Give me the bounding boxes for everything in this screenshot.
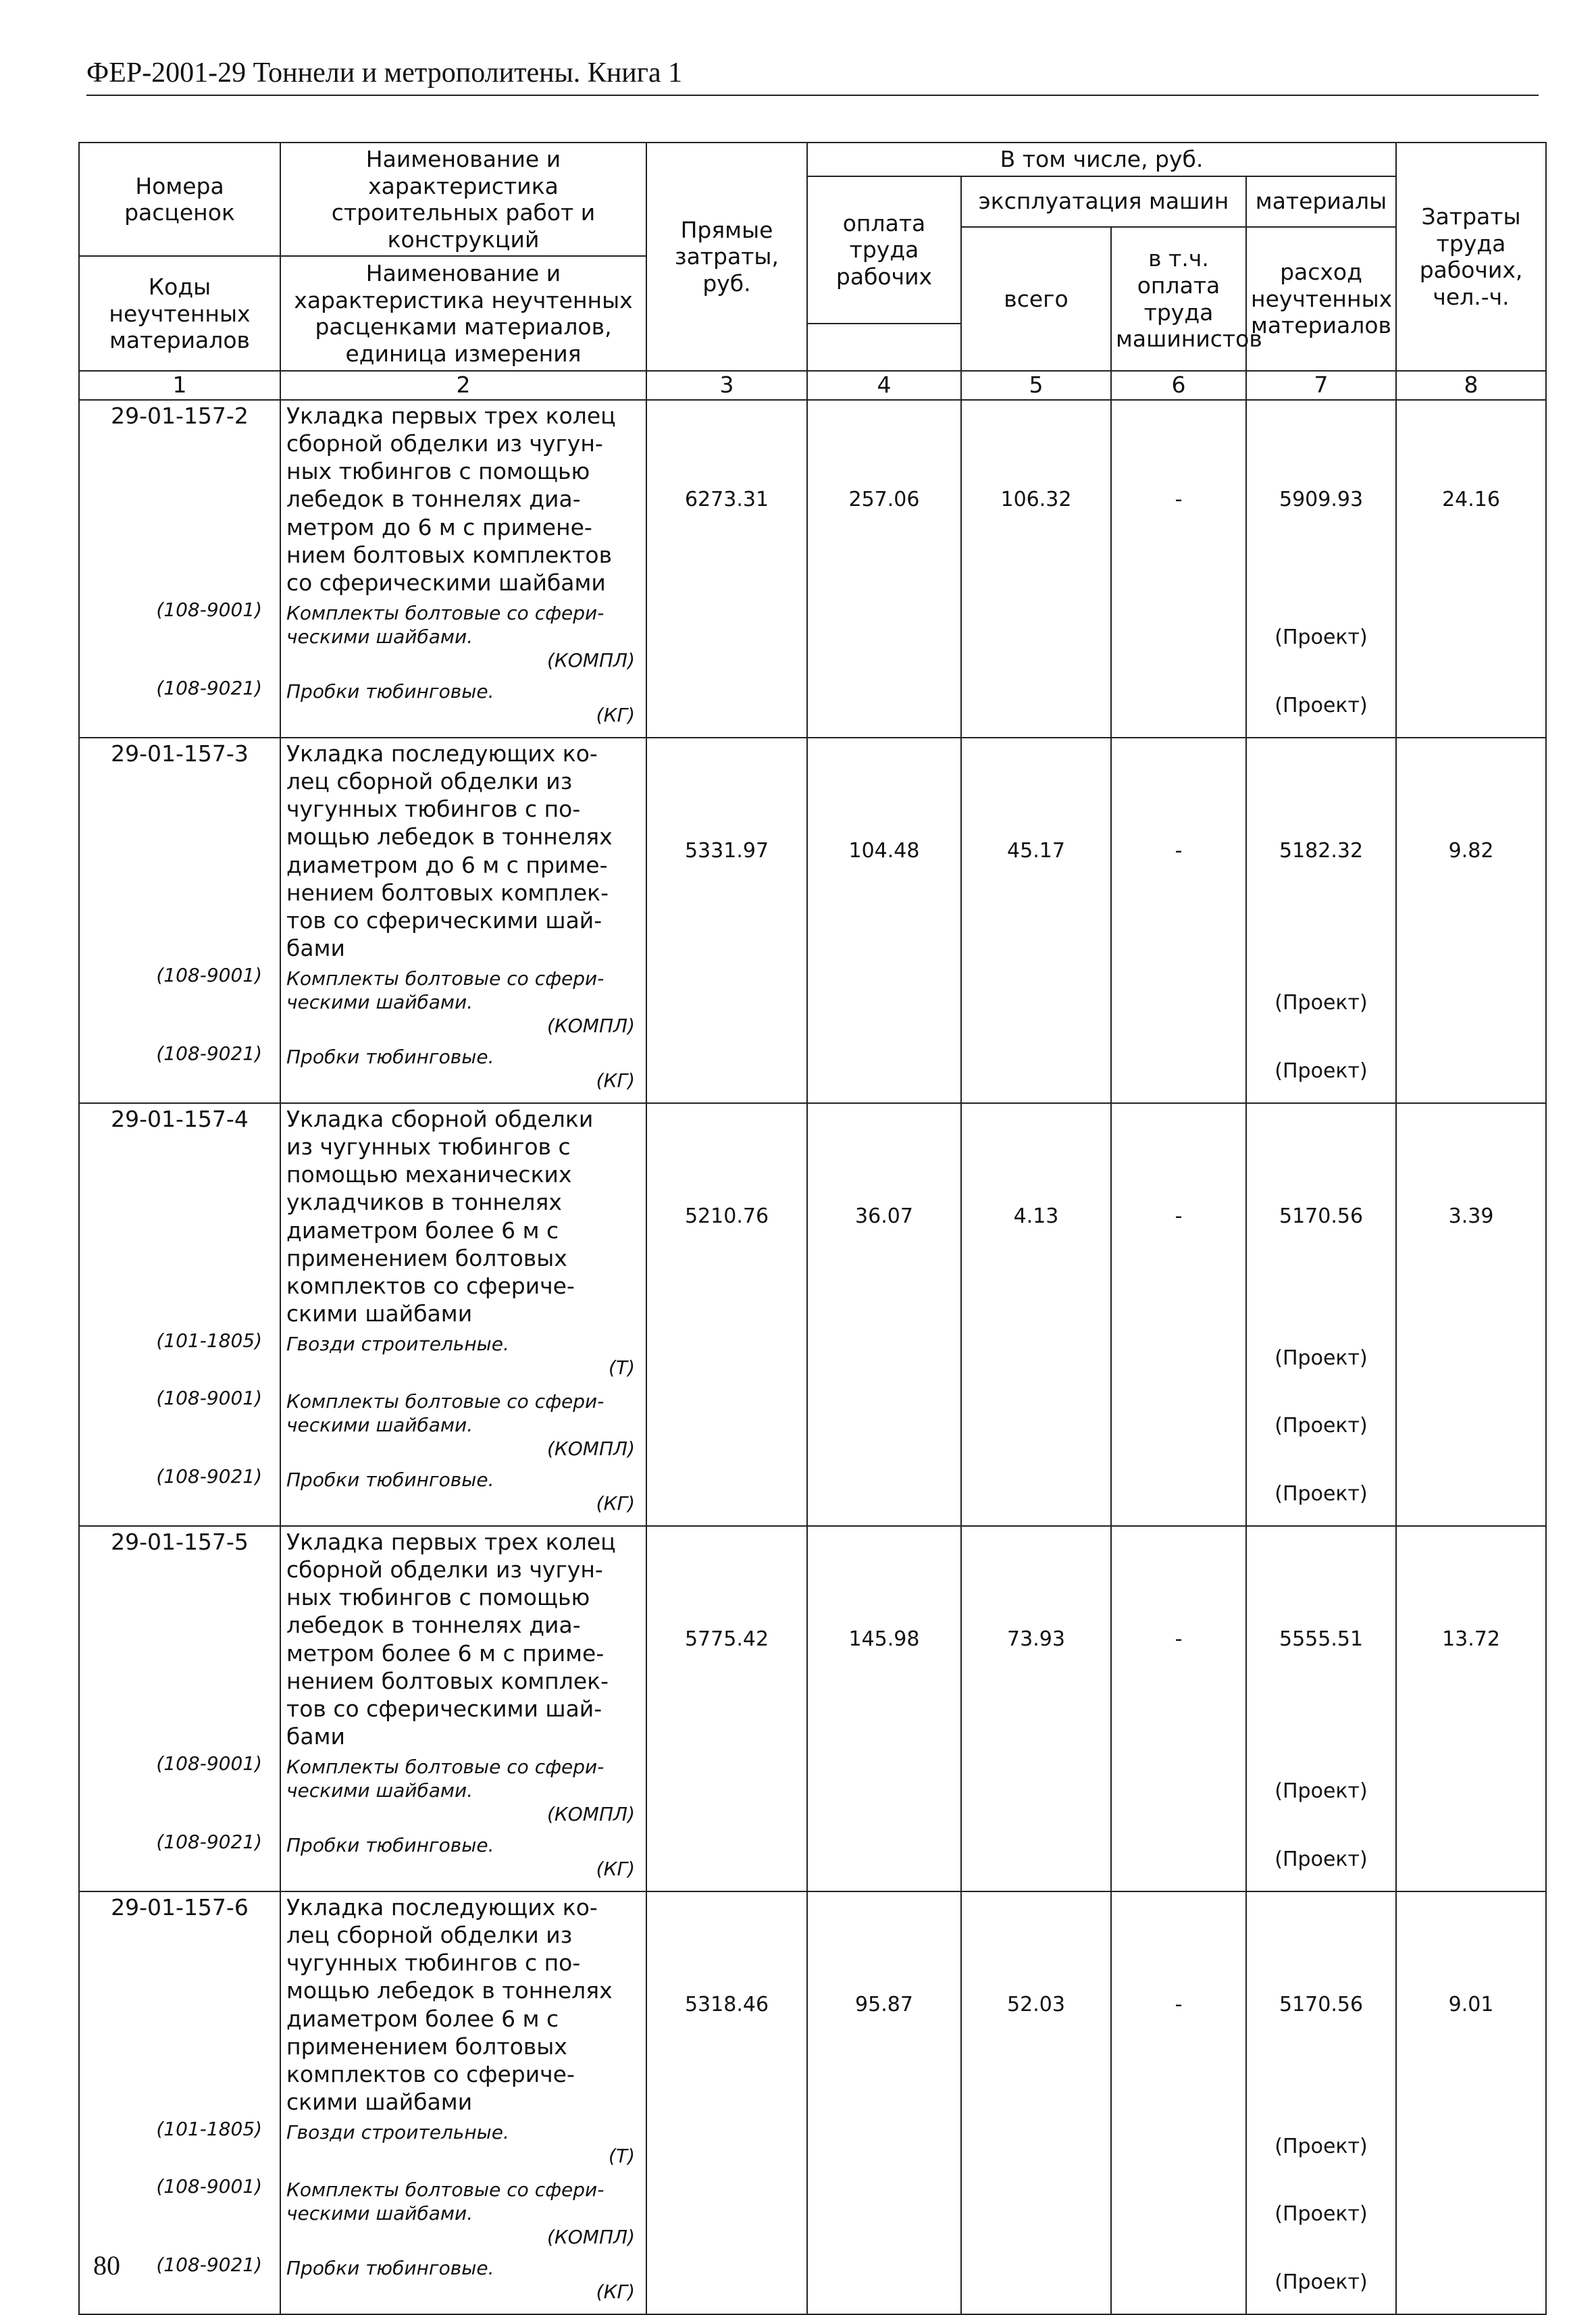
machine-wages-value-cell bbox=[1111, 738, 1246, 1103]
direct-costs-value-cell bbox=[646, 1526, 807, 1891]
material-value: (Проект) bbox=[1275, 2270, 1368, 2294]
material-code: (108-9021) bbox=[156, 1042, 262, 1065]
machines-total-value-box bbox=[962, 401, 1110, 599]
material-code: (108-9001) bbox=[156, 963, 262, 986]
material-code: (101-1805) bbox=[156, 2117, 262, 2140]
header-materials: материалы bbox=[1246, 176, 1396, 227]
material-value: (Проект) bbox=[1275, 2134, 1368, 2158]
material-code-slot bbox=[80, 964, 280, 1042]
rate-code-slot bbox=[80, 1892, 280, 2118]
materials-value: 5170.56 bbox=[1279, 1204, 1364, 1229]
rate-description: Укладка последующих ко- лец сборной обделки из чугунных тюбингов с по- мощью лебедок в тоннелях диаметром до 6 м с приме- нением болтовых комплек- тов со сферическими шай- бами bbox=[286, 740, 613, 962]
materials-value-box bbox=[1247, 1527, 1395, 1888]
material-slot bbox=[281, 680, 646, 737]
direct-costs-value-cell bbox=[646, 1891, 807, 2314]
material-unit: (КОМПЛ) bbox=[546, 2225, 635, 2248]
material-code-slot bbox=[80, 1042, 280, 1100]
direct-costs-value-cell bbox=[646, 738, 807, 1103]
rate-description: Укладка последующих ко- лец сборной обделки из чугунных тюбингов с по- мощью лебедок в тоннелях диаметром более 6 м с применением болтовых комплектов со сфериче- скими шайбами bbox=[286, 1893, 613, 2116]
rate-code-box bbox=[80, 1527, 280, 1888]
column-number: 3 bbox=[646, 371, 807, 399]
direct-costs-value-box bbox=[647, 1104, 806, 1329]
material-code-slot bbox=[80, 599, 280, 677]
material-code-slot bbox=[80, 1465, 280, 1523]
labor-value-cell bbox=[1396, 1103, 1546, 1526]
labor-value: 9.01 bbox=[1448, 1993, 1494, 2017]
machine-wages-value: - bbox=[1175, 839, 1183, 863]
rate-code-slot bbox=[80, 1527, 280, 1752]
materials-value-box bbox=[1247, 738, 1395, 1100]
rate-code: 29-01-157-5 bbox=[111, 1528, 249, 1555]
material-code: (108-9021) bbox=[156, 1830, 262, 1853]
column-number: 2 bbox=[280, 371, 646, 399]
wages-value: 145.98 bbox=[848, 1627, 920, 1652]
header-work-name: Наименование и характеристика строительных работ и конструкций bbox=[280, 143, 646, 256]
machine-wages-value: - bbox=[1175, 1204, 1183, 1229]
materials-value-slot bbox=[1247, 401, 1395, 599]
machine-wages-value: - bbox=[1175, 1627, 1183, 1652]
direct-costs-value-slot bbox=[647, 1892, 806, 2118]
material-code-slot bbox=[80, 1329, 280, 1387]
machines-total-value: 4.13 bbox=[1013, 1204, 1059, 1229]
rate-row bbox=[79, 400, 1546, 738]
material-value: (Проект) bbox=[1275, 2202, 1368, 2227]
machines-total-value-box bbox=[962, 738, 1110, 964]
material-name: Комплекты болтовые со сфери- ческими шайбами. bbox=[286, 1390, 604, 1436]
material-slot bbox=[281, 2120, 646, 2178]
material-code-slot bbox=[80, 2175, 280, 2254]
material-value-slot bbox=[1247, 1752, 1395, 1831]
material-unit: (Т) bbox=[609, 1356, 635, 1379]
material-unit: (КГ) bbox=[596, 2280, 635, 2303]
material-slot bbox=[281, 601, 646, 680]
material-slot bbox=[281, 967, 646, 1045]
labor-value-cell bbox=[1396, 738, 1546, 1103]
labor-value-box bbox=[1397, 401, 1545, 599]
machine-wages-value-cell bbox=[1111, 400, 1246, 738]
direct-costs-value-cell bbox=[646, 400, 807, 738]
material-name: Комплекты болтовые со сфери- ческими шайбами. bbox=[286, 2178, 604, 2224]
wages-value-box bbox=[808, 401, 960, 599]
rate-description-cell bbox=[280, 1891, 646, 2314]
machine-wages-value: - bbox=[1175, 487, 1183, 511]
material-value-slot bbox=[1247, 1042, 1395, 1100]
material-unit: (КОМПЛ) bbox=[546, 1802, 635, 1825]
rate-code-box bbox=[80, 401, 280, 734]
rates-table bbox=[78, 142, 1547, 2315]
material-unit: (КОМПЛ) bbox=[546, 648, 635, 671]
material-value: (Проект) bbox=[1275, 1481, 1368, 1506]
header-rule bbox=[86, 95, 1539, 96]
material-value-slot bbox=[1247, 2118, 1395, 2175]
material-code-slot bbox=[80, 1387, 280, 1465]
materials-value-box bbox=[1247, 401, 1395, 734]
column-number: 8 bbox=[1396, 371, 1546, 399]
rate-code-slot bbox=[80, 1104, 280, 1329]
labor-value-box bbox=[1397, 1527, 1545, 1752]
material-value-slot bbox=[1247, 599, 1395, 677]
rate-description: Укладка первых трех колец сборной обделки из чугун- ных тюбингов с помощью лебедок в тоннелях диа- метром более 6 м с приме- нением болтовых комплек- тов со сферическими шай- бами bbox=[286, 1528, 616, 1750]
material-value: (Проект) bbox=[1275, 991, 1368, 1015]
materials-value: 5170.56 bbox=[1279, 1993, 1364, 2017]
material-name: Пробки тюбинговые. bbox=[286, 680, 494, 703]
materials-value-cell bbox=[1246, 1526, 1396, 1891]
machine-wages-value-cell bbox=[1111, 1103, 1246, 1526]
rate-code-box bbox=[80, 738, 280, 1100]
header-labor: Затраты труда рабочих, чел.-ч. bbox=[1396, 143, 1546, 371]
materials-value-slot bbox=[1247, 1527, 1395, 1752]
rate-description-box bbox=[281, 1104, 646, 1525]
material-value-slot bbox=[1247, 1831, 1395, 1888]
rate-code: 29-01-157-6 bbox=[111, 1893, 249, 1920]
machine-wages-value-box bbox=[1112, 1892, 1245, 2118]
machine-wages-value-cell bbox=[1111, 1526, 1246, 1891]
materials-value-box bbox=[1247, 1892, 1395, 2311]
material-code-slot bbox=[80, 2118, 280, 2175]
machines-total-value-box bbox=[962, 1527, 1110, 1752]
machine-wages-value-cell bbox=[1111, 1891, 1246, 2314]
material-code: (108-9001) bbox=[156, 1386, 262, 1409]
machines-total-value-cell bbox=[961, 1891, 1111, 2314]
rate-row bbox=[79, 1526, 1546, 1891]
material-code: (101-1805) bbox=[156, 1329, 262, 1352]
rate-row bbox=[79, 1103, 1546, 1526]
material-code: (108-9001) bbox=[156, 598, 262, 621]
material-value-slot bbox=[1247, 677, 1395, 734]
material-name: Пробки тюбинговые. bbox=[286, 1833, 494, 1856]
rate-code: 29-01-157-2 bbox=[111, 402, 249, 429]
material-slot bbox=[281, 1332, 646, 1390]
wages-value-cell bbox=[807, 1891, 961, 2314]
labor-value: 9.82 bbox=[1448, 839, 1494, 863]
machines-total-value-slot bbox=[962, 401, 1110, 599]
wages-value: 104.48 bbox=[848, 839, 920, 863]
material-code: (108-9021) bbox=[156, 1465, 262, 1487]
labor-value-slot bbox=[1397, 1104, 1545, 1329]
labor-value-box bbox=[1397, 738, 1545, 964]
rate-code-cell bbox=[79, 738, 280, 1103]
labor-value-cell bbox=[1396, 1526, 1546, 1891]
machine-wages-value-slot bbox=[1112, 738, 1245, 964]
material-value-slot bbox=[1247, 964, 1395, 1042]
wages-value-box bbox=[808, 1527, 960, 1752]
wages-value-cell bbox=[807, 1103, 961, 1526]
machine-wages-value-slot bbox=[1112, 1104, 1245, 1329]
materials-value-slot bbox=[1247, 1104, 1395, 1329]
materials-value-slot bbox=[1247, 1892, 1395, 2118]
material-name: Комплекты болтовые со сфери- ческими шайбами. bbox=[286, 967, 604, 1013]
direct-costs-value-box bbox=[647, 1892, 806, 2118]
direct-costs-value-slot bbox=[647, 738, 806, 964]
rate-code-cell bbox=[79, 1103, 280, 1526]
labor-value: 24.16 bbox=[1442, 487, 1500, 511]
material-value-slot bbox=[1247, 2175, 1395, 2254]
header-direct-costs: Прямые затраты, руб. bbox=[646, 143, 807, 371]
machines-total-value-box bbox=[962, 1892, 1110, 2118]
machines-total-value-cell bbox=[961, 400, 1111, 738]
rate-code-cell bbox=[79, 1526, 280, 1891]
machines-total-value-slot bbox=[962, 738, 1110, 964]
material-value: (Проект) bbox=[1275, 693, 1368, 717]
direct-costs-value-slot bbox=[647, 1527, 806, 1752]
header-including: В том числе, руб. bbox=[807, 143, 1396, 176]
wages-value-cell bbox=[807, 1526, 961, 1891]
material-name: Комплекты болтовые со сфери- ческими шайбами. bbox=[286, 601, 604, 648]
material-value-slot bbox=[1247, 2254, 1395, 2311]
material-slot bbox=[281, 1833, 646, 1891]
labor-value: 13.72 bbox=[1442, 1627, 1500, 1652]
material-name: Пробки тюбинговые. bbox=[286, 2256, 494, 2279]
rate-description: Укладка первых трех колец сборной обделки из чугун- ных тюбингов с помощью лебедок в тоннелях диа- метром до 6 м с примене- нием болтовых комплектов со сферическими шайбами bbox=[286, 402, 616, 596]
header-machines: эксплуатация машин bbox=[961, 176, 1246, 227]
material-value-slot bbox=[1247, 1387, 1395, 1465]
machine-wages-value-slot bbox=[1112, 1892, 1245, 2118]
materials-value-cell bbox=[1246, 1103, 1396, 1526]
header-machines-wages: в т.ч. оплата труда машинистов bbox=[1111, 227, 1246, 371]
wages-value: 36.07 bbox=[855, 1204, 913, 1229]
rate-description: Укладка сборной обделки из чугунных тюбингов с помощью механических укладчиков в тоннелях диаметром более 6 м с применением болтовых комплектов со сфериче- скими шайбами bbox=[286, 1105, 594, 1327]
rate-description-box bbox=[281, 1527, 646, 1891]
material-unit: (КГ) bbox=[596, 1069, 635, 1092]
rate-code-cell bbox=[79, 400, 280, 738]
rate-description-box bbox=[281, 1892, 646, 2314]
rate-code-box bbox=[80, 1892, 280, 2311]
header-material-name: Наименование и характеристика неучтенных расценками материалов, единица измерения bbox=[280, 256, 646, 371]
labor-value-box bbox=[1397, 1104, 1545, 1329]
material-unit: (КГ) bbox=[596, 1857, 635, 1880]
wages-value-cell bbox=[807, 738, 961, 1103]
direct-costs-value-box bbox=[647, 1527, 806, 1752]
material-name: Пробки тюбинговые. bbox=[286, 1468, 494, 1491]
machines-total-value-slot bbox=[962, 1892, 1110, 2118]
machines-total-value-box bbox=[962, 1104, 1110, 1329]
machines-total-value: 106.32 bbox=[1000, 487, 1072, 511]
direct-costs-value: 5331.97 bbox=[684, 839, 769, 863]
materials-value: 5555.51 bbox=[1279, 1627, 1364, 1652]
material-name: Гвозди строительные. bbox=[286, 1332, 509, 1355]
direct-costs-value: 6273.31 bbox=[684, 487, 769, 511]
rate-code: 29-01-157-4 bbox=[111, 1105, 249, 1132]
rate-row bbox=[79, 738, 1546, 1103]
material-code: (108-9021) bbox=[156, 2253, 262, 2276]
wages-value-slot bbox=[808, 1104, 960, 1329]
machines-total-value-cell bbox=[961, 1526, 1111, 1891]
header-materials-unaccounted: расход неучтенных материалов bbox=[1246, 227, 1396, 371]
rate-code-slot bbox=[80, 738, 280, 964]
column-number: 7 bbox=[1246, 371, 1396, 399]
machines-total-value-slot bbox=[962, 1527, 1110, 1752]
material-unit: (КОМПЛ) bbox=[546, 1437, 635, 1460]
rate-code-box bbox=[80, 1104, 280, 1523]
machine-wages-value-box bbox=[1112, 401, 1245, 599]
machines-total-value: 73.93 bbox=[1007, 1627, 1065, 1652]
machines-total-value-slot bbox=[962, 1104, 1110, 1329]
materials-value-cell bbox=[1246, 738, 1396, 1103]
material-value-slot bbox=[1247, 1329, 1395, 1387]
material-slot bbox=[281, 2178, 646, 2256]
material-slot bbox=[281, 1755, 646, 1833]
machine-wages-value-box bbox=[1112, 1527, 1245, 1752]
column-number: 6 bbox=[1111, 371, 1246, 399]
labor-value-slot bbox=[1397, 1892, 1545, 2118]
rate-description-box bbox=[281, 738, 646, 1102]
wages-value: 95.87 bbox=[855, 1993, 913, 2017]
wages-value-box bbox=[808, 1104, 960, 1329]
material-name: Гвозди строительные. bbox=[286, 2120, 509, 2143]
machines-total-value: 52.03 bbox=[1007, 1993, 1065, 2017]
wages-value-box bbox=[808, 1892, 960, 2118]
wages-value-slot bbox=[808, 738, 960, 964]
machine-wages-value: - bbox=[1175, 1993, 1183, 2017]
column-number: 1 bbox=[79, 371, 280, 399]
machines-total-value-cell bbox=[961, 1103, 1111, 1526]
materials-value-cell bbox=[1246, 400, 1396, 738]
header-wages: оплата труда рабочих bbox=[807, 176, 961, 324]
material-code: (108-9021) bbox=[156, 676, 262, 699]
rate-description-box bbox=[281, 401, 646, 737]
direct-costs-value-cell bbox=[646, 1103, 807, 1526]
labor-value-box bbox=[1397, 1892, 1545, 2118]
direct-costs-value: 5318.46 bbox=[684, 1993, 769, 2017]
material-code-slot bbox=[80, 1752, 280, 1831]
header-material-codes: Коды неучтенных материалов bbox=[79, 256, 280, 371]
direct-costs-value-box bbox=[647, 738, 806, 964]
page-number: 80 bbox=[93, 2250, 120, 2281]
material-value: (Проект) bbox=[1275, 1346, 1368, 1370]
material-name: Комплекты болтовые со сфери- ческими шайбами. bbox=[286, 1755, 604, 1802]
direct-costs-value: 5775.42 bbox=[684, 1627, 769, 1652]
material-code-slot bbox=[80, 677, 280, 734]
rate-description-cell bbox=[280, 1103, 646, 1526]
material-value-slot bbox=[1247, 1465, 1395, 1523]
direct-costs-value-box bbox=[647, 401, 806, 599]
rate-description-cell bbox=[280, 400, 646, 738]
direct-costs-value-slot bbox=[647, 401, 806, 599]
machine-wages-value-slot bbox=[1112, 1527, 1245, 1752]
wages-value-cell bbox=[807, 400, 961, 738]
material-value: (Проект) bbox=[1275, 1059, 1368, 1083]
material-value: (Проект) bbox=[1275, 1847, 1368, 1871]
machines-total-value: 45.17 bbox=[1007, 839, 1065, 863]
column-number: 5 bbox=[961, 371, 1111, 399]
wages-value-slot bbox=[808, 1892, 960, 2118]
rate-code-slot bbox=[80, 401, 280, 599]
materials-value-box bbox=[1247, 1104, 1395, 1523]
material-unit: (КОМПЛ) bbox=[546, 1014, 635, 1037]
material-unit: (КГ) bbox=[596, 703, 635, 726]
direct-costs-value-slot bbox=[647, 1104, 806, 1329]
material-slot bbox=[281, 2256, 646, 2314]
column-number-row bbox=[79, 371, 1546, 399]
materials-value-cell bbox=[1246, 1891, 1396, 2314]
material-name: Пробки тюбинговые. bbox=[286, 1045, 494, 1068]
rate-row bbox=[79, 1891, 1546, 2314]
wages-value-box bbox=[808, 738, 960, 964]
column-number: 4 bbox=[807, 371, 961, 399]
machines-total-value-cell bbox=[961, 738, 1111, 1103]
material-unit: (Т) bbox=[609, 2144, 635, 2167]
wages-value-slot bbox=[808, 1527, 960, 1752]
wages-value: 257.06 bbox=[848, 487, 920, 511]
wages-value-slot bbox=[808, 401, 960, 599]
material-value: (Проект) bbox=[1275, 1779, 1368, 1804]
material-slot bbox=[281, 1468, 646, 1525]
material-unit: (КГ) bbox=[596, 1492, 635, 1515]
material-code: (108-9001) bbox=[156, 2174, 262, 2197]
labor-value-cell bbox=[1396, 400, 1546, 738]
material-code-slot bbox=[80, 1831, 280, 1888]
material-slot bbox=[281, 1390, 646, 1468]
materials-value: 5909.93 bbox=[1279, 487, 1364, 511]
rate-description-cell bbox=[280, 738, 646, 1103]
labor-value-slot bbox=[1397, 1527, 1545, 1752]
materials-value: 5182.32 bbox=[1279, 839, 1364, 863]
rate-description-cell bbox=[280, 1526, 646, 1891]
machine-wages-value-box bbox=[1112, 1104, 1245, 1329]
direct-costs-value: 5210.76 bbox=[684, 1204, 769, 1229]
machine-wages-value-slot bbox=[1112, 401, 1245, 599]
materials-value-slot bbox=[1247, 738, 1395, 964]
labor-value-cell bbox=[1396, 1891, 1546, 2314]
material-slot bbox=[281, 1045, 646, 1102]
header-rate-numbers: Номера расценок bbox=[79, 143, 280, 256]
labor-value-slot bbox=[1397, 738, 1545, 964]
labor-value: 3.39 bbox=[1448, 1204, 1494, 1229]
rate-code: 29-01-157-3 bbox=[111, 740, 249, 767]
material-value: (Проект) bbox=[1275, 626, 1368, 650]
material-code: (108-9001) bbox=[156, 1752, 262, 1775]
material-value: (Проект) bbox=[1275, 1414, 1368, 1438]
labor-value-slot bbox=[1397, 401, 1545, 599]
header-machines-total: всего bbox=[961, 227, 1111, 371]
page-header: ФЕР-2001-29 Тоннели и метрополитены. Книга 1 bbox=[86, 57, 683, 88]
machine-wages-value-box bbox=[1112, 738, 1245, 964]
